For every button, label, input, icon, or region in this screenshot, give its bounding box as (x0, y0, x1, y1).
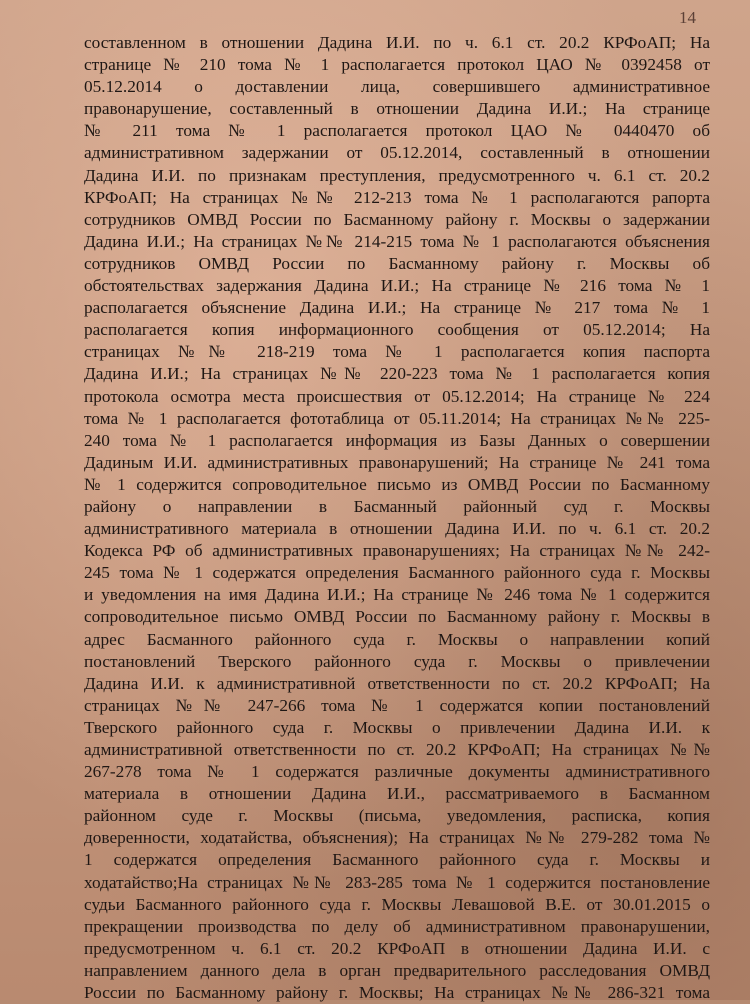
text-line: административном задержании от 05.12.2014, составленный в отношении (84, 143, 710, 163)
text-line: Дадина И.И.; На страницах №№ 214-215 тома № 1 располагаются объяснения (84, 231, 710, 251)
body-text (84, 32, 710, 1004)
text-line: Кодекса РФ об административных правонарушениях; На страницах №№ 242- (84, 541, 710, 561)
text-line: России по Басманному району г. Москвы; На страницах №№ 286-321 тома (84, 983, 710, 1003)
page-number: 14 (679, 8, 696, 27)
text-line: 240 тома № 1 располагается информация из Базы Данных о совершении (84, 430, 710, 450)
text-line: 245 тома № 1 содержатся определения Басманного районного суда г. Москвы (84, 563, 710, 583)
text-line: сотрудников ОМВД России по Басманному району г. Москвы о задержании (84, 209, 710, 229)
text-line: сотрудников ОМВД России по Басманному району г. Москвы об (84, 253, 710, 273)
text-line: 267-278 тома № 1 содержатся различные документы административного (84, 762, 710, 782)
text-line: располагается копия информационного сообщения от 05.12.2014; На (84, 320, 710, 340)
text-line: Дадина И.И. по признакам преступления, предусмотренного ч. 6.1 ст. 20.2 (84, 165, 710, 185)
text-line: району о направлении в Басманный районный суд г. Москвы (84, 496, 710, 516)
text-line: тома № 1 располагается фототаблица от 05.11.2014; На страницах №№ 225- (84, 408, 710, 428)
text-line: КРФоАП; На страницах №№ 212-213 тома № 1 располагаются рапорта (84, 187, 710, 207)
text-line: страницах №№ 247-266 тома № 1 содержатся копии постановлений (84, 695, 710, 715)
text-line: и уведомления на имя Дадина И.И.; На странице № 246 тома № 1 содержится (84, 585, 710, 605)
text-line: Дадиным И.И. административных правонарушений; На странице № 241 тома (84, 452, 710, 472)
text-line: материала в отношении Дадина И.И., рассматриваемого в Басманном (84, 784, 710, 804)
text-line: правонарушение, составленный в отношении Дадина И.И.; На странице (84, 99, 710, 119)
text-line: Тверского районного суда г. Москвы о привлечении Дадина И.И. к (84, 717, 710, 737)
text-line: 05.12.2014 о доставлении лица, совершившего административное (84, 77, 710, 97)
text-line: административной ответственности по ст. 20.2 КРФоАП; На страницах №№ (84, 740, 710, 759)
text-line: направлением данного дела в орган предварительного расследования ОМВД (84, 960, 710, 980)
text-line: сопроводительное письмо ОМВД России по Басманному району г. Москвы в (84, 607, 710, 627)
text-line: Дадина И.И. к административной ответственности по ст. 20.2 КРФоАП; На (84, 673, 710, 693)
text-line: предусмотренном ч. 6.1 ст. 20.2 КРФоАП в отношении Дадина И.И. с (84, 938, 710, 958)
text-line: районном суде г. Москвы (письма, уведомления, расписка, копия (84, 806, 710, 826)
text-line: доверенности, ходатайства, объяснения); На страницах №№ 279-282 тома № (84, 828, 710, 848)
text-line: обстоятельствах задержания Дадина И.И.; На странице № 216 тома № 1 (84, 276, 710, 296)
text-line: 1 содержатся определения Басманного районного суда г. Москвы и (84, 850, 710, 870)
text-line: страницах №№ 218-219 тома № 1 располагается копия паспорта (84, 342, 710, 362)
text-line: располагается объяснение Дадина И.И.; На странице № 217 тома № 1 (84, 298, 710, 318)
text-line: судьи Басманного районного суда г. Москвы Левашовой В.Е. от 30.01.2015 о (84, 894, 710, 914)
text-line: адрес Басманного районного суда г. Москвы о направлении копий (84, 629, 710, 649)
text-line: составленном в отношении Дадина И.И. по ч. 6.1 ст. 20.2 КРФоАП; На (84, 33, 710, 52)
text-line: административного материала в отношении Дадина И.И. по ч. 6.1 ст. 20.2 (84, 519, 710, 539)
text-line: № 1 содержится сопроводительное письмо из ОМВД России по Басманному (84, 474, 710, 494)
text-line: странице № 210 тома № 1 располагается протокол ЦАО № 0392458 от (84, 55, 710, 75)
text-line: Дадина И.И.; На страницах №№ 220-223 тома № 1 располагается копия (84, 364, 710, 384)
text-line: прекращении производства по делу об административном правонарушении, (84, 916, 710, 936)
text-line: постановлений Тверского районного суда г. Москвы о привлечении (84, 651, 710, 671)
text-line: № 211 тома № 1 располагается протокол ЦАО № 0440470 об (84, 121, 710, 141)
text-line: протокола осмотра места происшествия от 05.12.2014; На странице № 224 (84, 386, 710, 406)
text-line: ходатайство;На страницах №№ 283-285 тома № 1 содержится постановление (84, 872, 710, 892)
